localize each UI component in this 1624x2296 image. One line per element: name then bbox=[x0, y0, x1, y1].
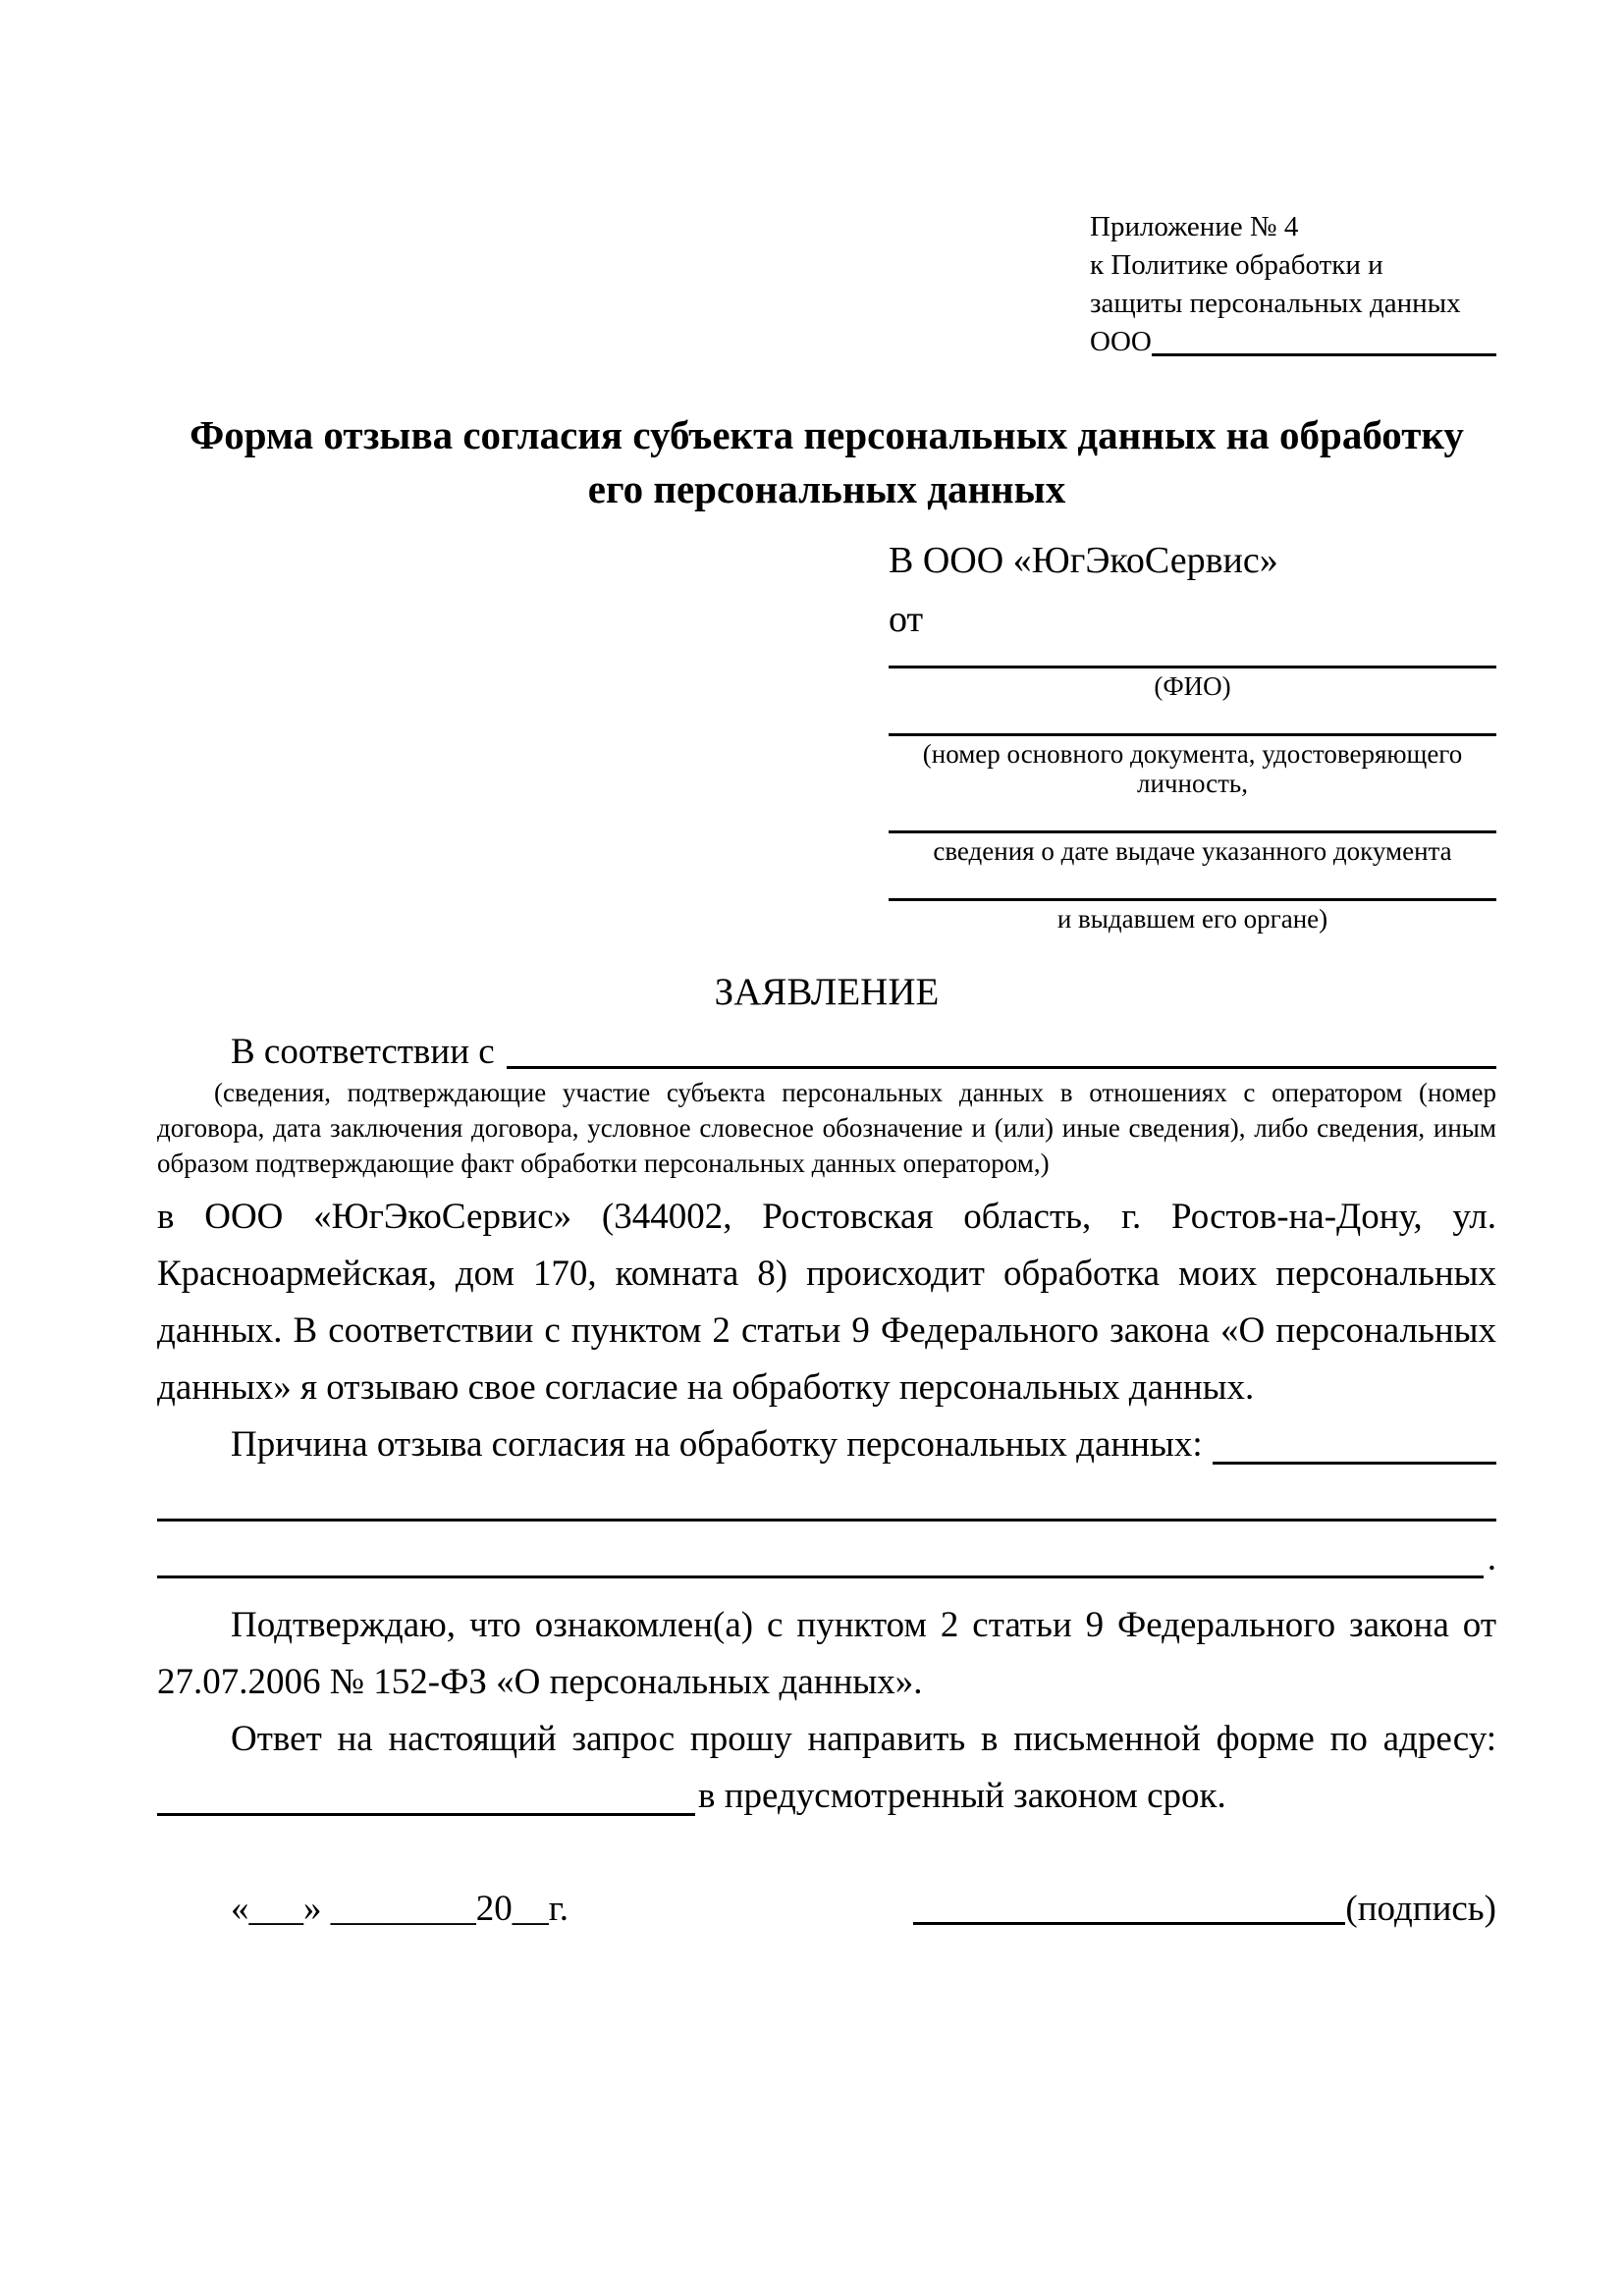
signature-group bbox=[913, 1886, 1496, 1933]
fio-blank-line[interactable] bbox=[889, 666, 1496, 668]
ooo-label: ООО bbox=[1090, 326, 1152, 357]
issue-date-field bbox=[889, 830, 1496, 866]
reason-blank-row-2 bbox=[157, 1473, 1496, 1530]
issue-date-caption: сведения о дате выдаче указанного документа bbox=[933, 836, 1452, 866]
reason-lead: Причина отзыва согласия на обработку персональных данных: bbox=[231, 1424, 1203, 1465]
issuing-authority-field bbox=[889, 898, 1496, 934]
document-number-field bbox=[889, 733, 1496, 798]
fio-caption: (ФИО) bbox=[1154, 671, 1231, 701]
addressee-block bbox=[889, 540, 1496, 934]
addressee-organization: В ООО «ЮгЭкоСервис» bbox=[889, 540, 1278, 581]
annex-header-line: Приложение № 4 bbox=[1090, 211, 1299, 242]
response-tail: в предусмотренный законом срок. bbox=[698, 1776, 1226, 1816]
issuing-authority-caption: и выдавшем его органе) bbox=[1056, 904, 1328, 934]
intro-lead: В соответствии с bbox=[231, 1032, 495, 1072]
footer-row bbox=[157, 1886, 1496, 1933]
document-title: Форма отзыва согласия субъекта персональных данных на обработку его персональных данных bbox=[189, 412, 1464, 511]
reason-blank-row-3 bbox=[157, 1530, 1496, 1587]
intro-row bbox=[157, 1030, 1496, 1075]
document-number-caption: (номер основного документа, удостоверяющего личность, bbox=[922, 739, 1463, 798]
reason-blank-line-2[interactable] bbox=[157, 1519, 1496, 1522]
issuing-authority-blank-line[interactable] bbox=[889, 898, 1496, 901]
body-paragraph: в ООО «ЮгЭкоСервис» (344002, Ростовская область, г. Ростов-на-Дону, ул. Красноармейская, дом 170, комната 8) происходит обработка моих персональных данных. В соответствии с пунктом 2 статьи 9 Федерального закона «О персональных данных» я отзываю свое согласие на обработку персональных данных. bbox=[157, 1197, 1496, 1408]
response-address-blank-line[interactable] bbox=[157, 1813, 695, 1816]
addressee-from-label: от bbox=[889, 599, 924, 640]
date-line[interactable]: «___» ________20__г. bbox=[231, 1889, 569, 1929]
reason-blank-line-1[interactable] bbox=[1213, 1462, 1496, 1465]
ooo-blank-line[interactable] bbox=[1152, 353, 1496, 356]
signature-blank-line[interactable] bbox=[913, 1922, 1345, 1925]
annex-header-line: защиты персональных данных bbox=[1090, 288, 1461, 319]
reason-blank-line-3[interactable] bbox=[157, 1575, 1484, 1578]
statement-heading: ЗАЯВЛЕНИЕ bbox=[714, 971, 940, 1013]
signature-caption: (подпись) bbox=[1345, 1889, 1496, 1929]
fio-field bbox=[889, 666, 1496, 701]
annex-header-ooo-row bbox=[1090, 323, 1496, 361]
annex-header bbox=[1090, 208, 1496, 361]
reason-end-period: . bbox=[1487, 1538, 1496, 1578]
annex-header-line: к Политике обработки и bbox=[1090, 249, 1383, 281]
confirmation-paragraph: Подтверждаю, что ознакомлен(а) с пунктом 2 статьи 9 Федерального закона от 27.07.2006 № 152-ФЗ «О персональных данных». bbox=[157, 1605, 1496, 1702]
reason-row bbox=[157, 1416, 1496, 1473]
document-number-blank-line[interactable] bbox=[889, 733, 1496, 736]
intro-footnote: (сведения, подтверждающие участие субъекта персональных данных в отношениях с оператором (номер договора, дата заключения договора, условное словесное обозначение и (или) иные сведения), либо сведения, иным образом подтверждающие факт обработки персональных данных оператором,) bbox=[157, 1078, 1496, 1178]
response-lead: Ответ на настоящий запрос прошу направить в письменной форме по адресу: bbox=[231, 1719, 1496, 1759]
intro-blank-line[interactable] bbox=[507, 1066, 1496, 1069]
response-row bbox=[157, 1768, 1496, 1825]
issue-date-blank-line[interactable] bbox=[889, 830, 1496, 833]
